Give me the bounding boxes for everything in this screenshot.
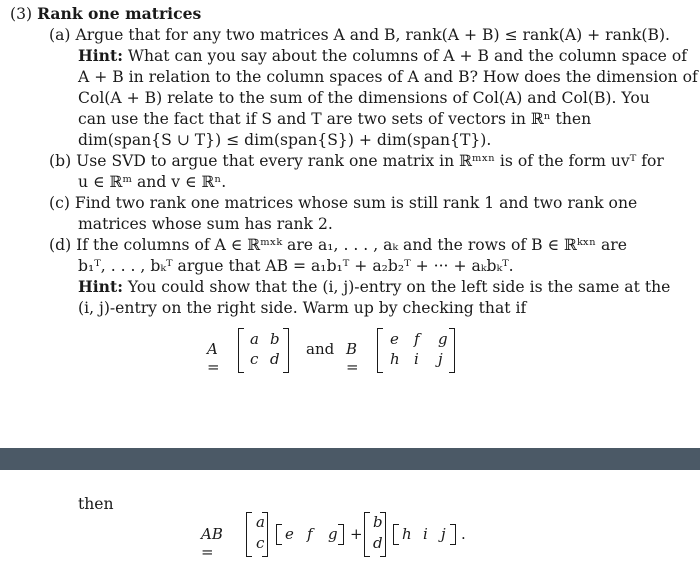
row1-entry: g [328,525,338,543]
part-a-line-4: Col(A + B) relate to the sum of the dimensions of Col(A) and Col(B). You [78,89,650,107]
page-break-divider [0,448,700,470]
matrix-a-right-bracket [283,328,289,373]
matrix-a-entry: b [270,330,280,348]
col1-right-bracket [262,512,268,557]
problem-title: Rank one matrices [37,4,202,23]
part-b-text-1: Use SVD to argue that every rank one matrix in ℝᵐˣⁿ is of the form uvᵀ for [76,152,664,170]
row2-right-bracket [450,524,456,545]
matrix-b-entry: e [390,330,399,348]
part-d-line-4: (i, j)-entry on the right side. Warm up by checking that if [78,299,527,317]
part-c-line-1 [49,193,637,213]
part-d-label: (d) [49,236,72,254]
plus-sign: + [350,525,363,543]
row1-left-bracket [276,524,282,545]
matrix-b-entry: f [414,330,420,348]
matrix-b-label: B = [346,340,359,376]
matrix-b-entry: h [390,350,400,368]
part-a-label: (a) [49,26,71,44]
col2-entry: d [373,534,383,552]
part-a-hint-label: Hint: [78,46,123,65]
matrix-a-entry: c [250,350,259,368]
row2-left-bracket [393,524,399,545]
matrix-b-right-bracket [449,328,455,373]
row2-entry: i [423,525,428,543]
part-a-line-1 [49,25,670,45]
col1-left-bracket [246,512,252,557]
matrix-a-left-bracket [238,328,244,373]
part-c-text-1: Find two rank one matrices whose sum is still rank 1 and two rank one [74,194,638,212]
part-d-line-2: b₁ᵀ, . . . , bₖᵀ argue that AB = a₁b₁ᵀ + a₂b₂ᵀ + ··· + aₖbₖᵀ. [78,257,514,275]
end-period: . [461,525,466,543]
col2-right-bracket [380,512,386,557]
col2-entry: b [373,513,383,531]
matrix-b-left-bracket [377,328,383,373]
and-text: and [306,340,335,358]
part-a-line-5: can use the fact that if S and T are two sets of vectors in ℝⁿ then [78,110,592,128]
part-b-label: (b) [49,152,72,170]
part-d-text-3: You could show that the (i, j)-entry on the left side is the same at the [122,278,671,296]
col1-entry: c [256,534,265,552]
part-d-hint-label: Hint: [78,277,123,296]
part-c-line-2: matrices whose sum has rank 2. [78,215,333,233]
row2-entry: h [402,525,412,543]
part-b-line-1 [49,151,664,171]
matrix-b-entry: i [414,350,419,368]
part-a-line-3: A + B in relation to the column spaces of A and B? How does the dimension of [78,68,698,86]
row1-entry: e [285,525,294,543]
col1-entry: a [256,513,265,531]
part-a-text-1: Argue that for any two matrices A and B, rank(A + B) ≤ rank(A) + rank(B). [75,26,670,44]
row2-entry: j [441,525,446,543]
part-d-text-1: If the columns of A ∈ ℝᵐˣᵏ are a₁, . . . , aₖ and the rows of B ∈ ℝᵏˣⁿ are [76,236,627,254]
part-d-line-1 [49,235,627,255]
matrix-a-label: A = [207,340,220,376]
part-d-line-3 [78,277,670,297]
col2-left-bracket [364,512,370,557]
part-b-line-2: u ∈ ℝᵐ and v ∈ ℝⁿ. [78,173,227,191]
part-a-text-2: What can you say about the columns of A + B and the column space of [122,47,688,65]
ab-label: AB = [201,525,223,561]
matrix-a-entry: d [270,350,280,368]
part-c-label: (c) [49,194,70,212]
matrix-a-entry: a [250,330,259,348]
matrix-b-entry: j [438,350,443,368]
problem-number: (3) [10,5,33,23]
matrix-b-entry: g [438,330,448,348]
part-a-line-2 [78,46,687,66]
row1-right-bracket [338,524,344,545]
then-text: then [78,495,114,513]
row1-entry: f [307,525,313,543]
problem-heading [10,4,201,24]
part-a-line-6: dim(span{S ∪ T}) ≤ dim(span{S}) + dim(span{T}). [78,131,492,149]
